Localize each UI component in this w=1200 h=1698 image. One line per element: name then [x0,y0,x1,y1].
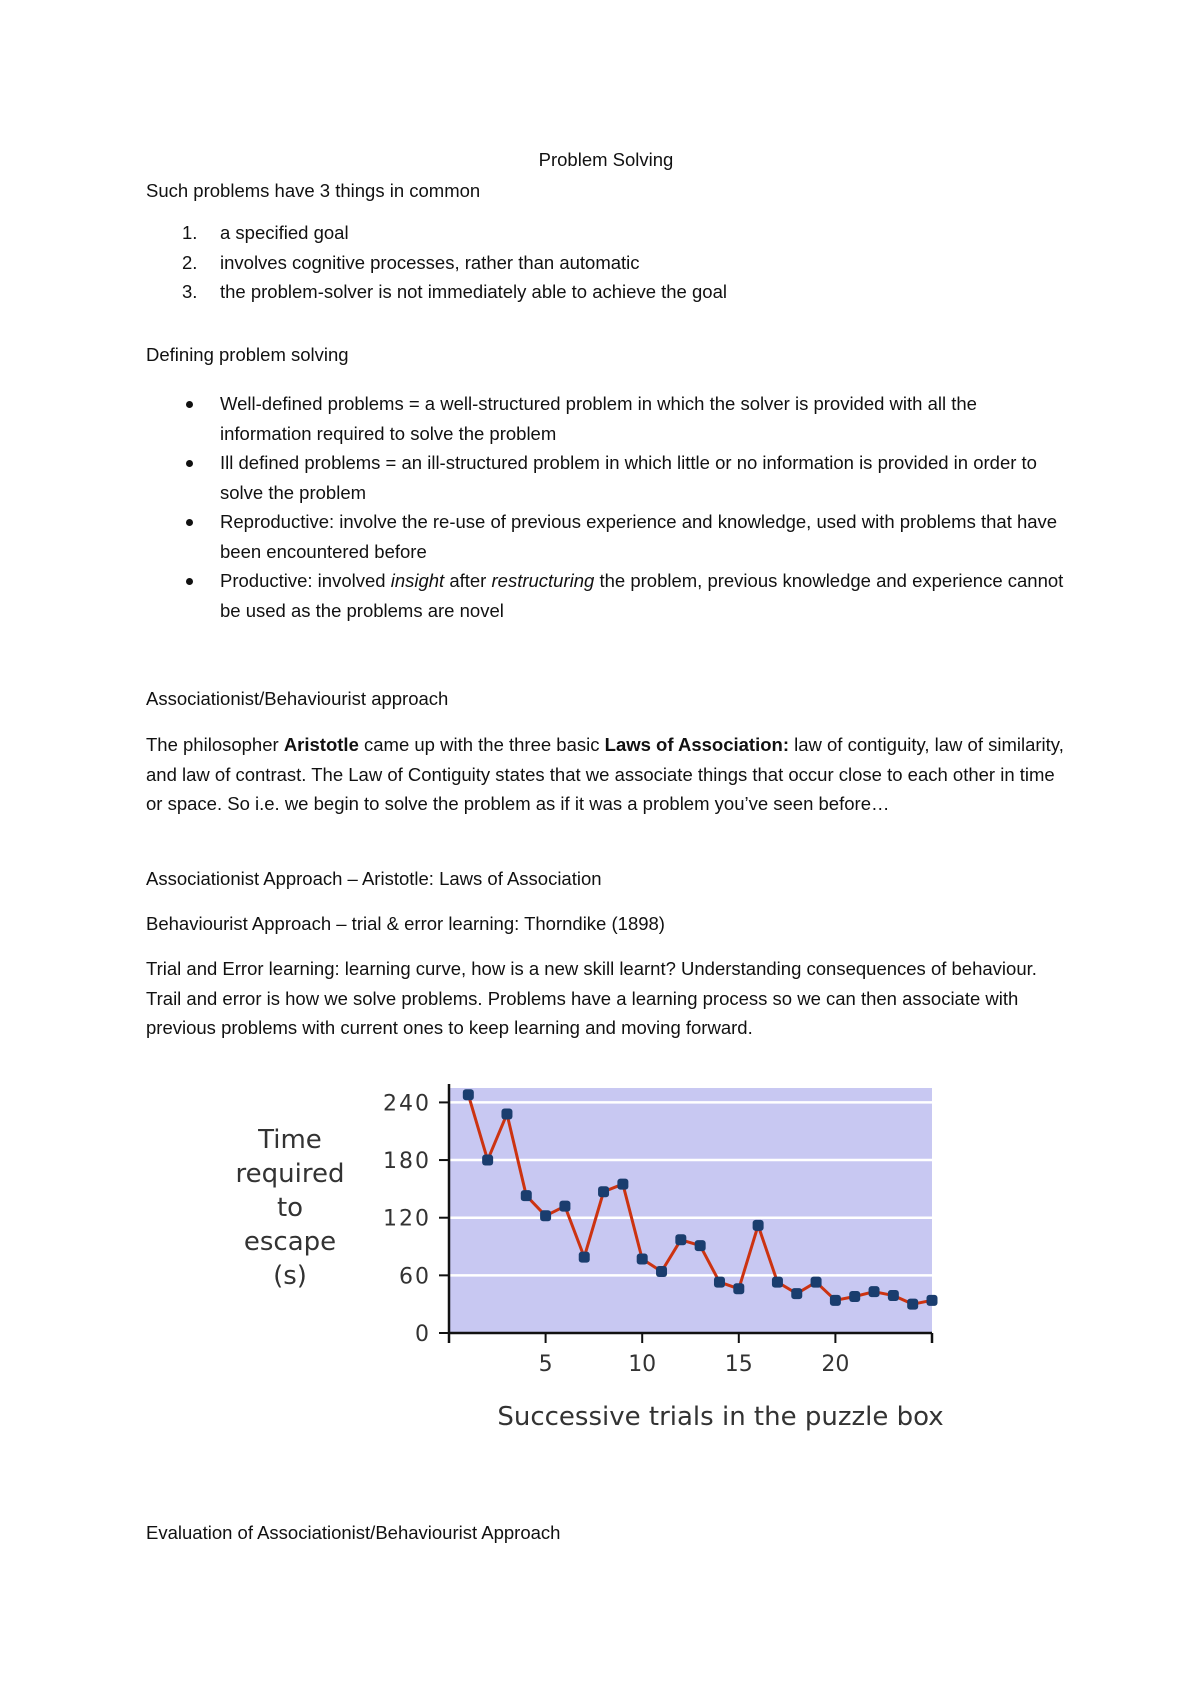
y-tick-label: 0 [415,1322,431,1347]
bullet-icon [186,519,193,526]
bullet-icon [186,460,193,467]
y-tick-label: 60 [399,1264,431,1290]
trial-error-paragraph: Trial and Error learning: learning curve, how is a new skill learnt? Understanding consequences of behaviour. Trail and error is how we solve problems. Problems have a learning process so we can then associate with previous problems with current ones to keep learning and moving forward. [146,958,1037,1038]
x-tick-label: 10 [628,1352,657,1377]
x-tick-label: 5 [538,1352,553,1377]
list-item: Ill defined problems = an ill-structured problem in which little or no information is provided in order to solve the problem [146,448,1066,507]
list-item: 3. the problem-solver is not immediately able to achieve the goal [182,281,727,302]
data-point [501,1108,512,1119]
data-point [482,1155,493,1166]
data-point [830,1295,841,1306]
definitions-list [146,389,1066,625]
data-point [907,1299,918,1310]
data-point [733,1283,744,1294]
data-point [617,1179,628,1190]
intro-text: Such problems have 3 things in common [146,180,481,201]
behaviourist-approach-line: Behaviourist Approach – trial & error learning: Thorndike (1898) [146,913,665,934]
data-point [888,1290,899,1301]
data-point [772,1277,783,1288]
data-point [849,1291,860,1302]
data-point [521,1190,532,1201]
data-point [463,1089,474,1100]
list-item: 1. a specified goal [182,222,349,243]
bullet-icon [186,401,193,408]
data-point [869,1286,880,1297]
x-tick-label: 20 [821,1352,850,1377]
data-point [540,1210,551,1221]
data-point [579,1252,590,1263]
data-point [559,1201,570,1212]
data-point [753,1220,764,1231]
data-point [675,1234,686,1245]
common-list [146,218,1066,307]
data-point [791,1288,802,1299]
y-tick-label: 180 [383,1149,431,1175]
y-axis-label: Time required to escape (s) [235,1125,345,1291]
page-title: Problem Solving [538,149,674,170]
list-item: Well-defined problems = a well-structured problem in which the solver is provided with all the information required to solve the problem [146,389,1066,448]
data-point [598,1186,609,1197]
data-point [714,1277,725,1288]
section-heading-associationist: Associationist/Behaviourist approach [146,688,449,709]
section-heading-evaluation: Evaluation of Associationist/Behaviourist Approach [146,1522,561,1543]
learning-curve-chart [235,1070,944,1440]
list-item: Reproductive: involve the re-use of previous experience and knowledge, used with problems that have been encountered before [146,507,1066,566]
data-point [695,1240,706,1251]
list-item: 2. involves cognitive processes, rather than automatic [182,251,640,273]
data-point [656,1266,667,1277]
data-point [637,1254,648,1265]
x-tick-label: 15 [724,1352,753,1377]
data-point [811,1277,822,1288]
bullet-icon [186,578,193,585]
aristotle-paragraph: The philosopher Aristotle came up with the three basic Laws of Association: law of contiguity, law of similarity, and law of contrast. The Law of Contiguity states that we associate things that occur close to each other in time or space. So i.e. we begin to solve the problem as if it was a problem you’ve seen before… [146,734,1064,814]
y-tick-label: 120 [383,1206,431,1232]
data-point [927,1295,938,1306]
section-heading-defining: Defining problem solving [146,344,349,365]
y-tick-label: 240 [383,1091,431,1117]
associationist-approach-line: Associationist Approach – Aristotle: Laws of Association [146,868,602,889]
x-axis-label: Successive trials in the puzzle box [497,1402,944,1432]
list-item: Productive: involved insight after restructuring the problem, previous knowledge and experience cannot be used as the problems are novel [146,566,1066,625]
